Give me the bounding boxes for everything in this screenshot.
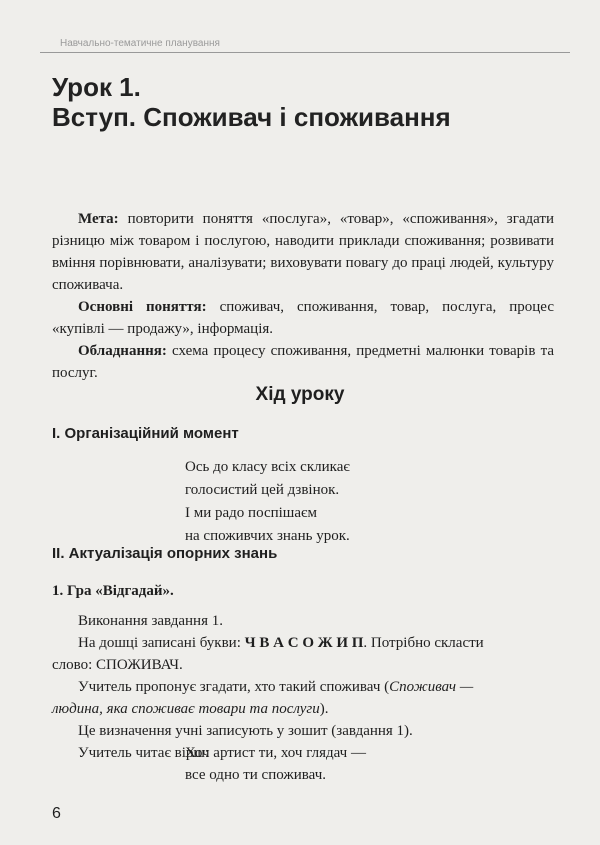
concepts-paragraph: [52, 296, 554, 340]
goal-paragraph: [52, 208, 554, 296]
goals-block: [52, 208, 554, 384]
equipment-label: Обладнання:: [78, 343, 167, 359]
poem-line: Хоч артист ти, хоч глядач —: [185, 745, 366, 761]
letters-pre: На дошці записані букви:: [78, 635, 245, 651]
equipment-paragraph: [52, 340, 554, 384]
letters-line: [52, 632, 554, 654]
letters-bold: Ч В А С О Ж И П: [244, 635, 364, 651]
game-item: 1. Гра «Відгадай».: [52, 583, 174, 599]
poem-line: Ось до класу всіх скликає: [185, 459, 350, 475]
concepts-label: Основні поняття:: [78, 299, 207, 315]
running-header: Навчально-тематичне планування: [60, 38, 220, 49]
definition-line: [52, 698, 554, 720]
poem-line: на споживчих знань урок.: [185, 528, 350, 544]
poem-line: все одно ти споживач.: [185, 767, 326, 783]
poem-line: голосистий цей дзвінок.: [185, 482, 340, 498]
teacher-text: Учитель пропонує згадати, хто такий споживач (: [78, 679, 390, 695]
closing-poem: [185, 742, 366, 786]
definition-start: Споживач —: [389, 679, 474, 695]
equipment-text: схема процесу споживання, предметні малюнки товарів та послуг.: [52, 343, 554, 381]
game-body: [52, 610, 554, 764]
course-heading: Хід уроку: [255, 384, 345, 405]
header-rule: [40, 52, 570, 53]
lesson-number: Урок 1.: [52, 72, 141, 102]
page-number: 6: [52, 805, 61, 822]
lesson-topic: Вступ. Споживач і споживання: [52, 102, 451, 132]
task-line: Виконання завдання 1.: [78, 613, 223, 629]
goal-label: Мета:: [78, 211, 119, 227]
goal-text: повторити поняття «послуга», «товар», «споживання», згадати різницю між товаром і послугою, наводити приклади споживання; розвивати вміння порівнювати, аналізувати; виховувати повагу до праці людей, культуру споживача.: [52, 211, 554, 293]
teacher-line: [52, 676, 554, 698]
word-line: слово: СПОЖИВАЧ.: [52, 657, 183, 673]
opening-poem: [185, 456, 350, 548]
definition-text: людина, яка споживає товари та послуги: [52, 701, 320, 717]
section-2-title: II. Актуалізація опорних знань: [52, 545, 278, 562]
letters-post: . Потрібно скласти: [363, 635, 484, 651]
definition-close: ).: [319, 701, 329, 717]
lesson-title: [52, 72, 451, 132]
section-1-title: I. Організаційний момент: [52, 425, 239, 442]
poem-line: І ми радо поспішаєм: [185, 505, 317, 521]
concepts-text: споживач, споживання, товар, послуга, процес «купівлі — продажу», інформація.: [52, 299, 554, 337]
record-line: Це визначення учні записують у зошит (завдання 1).: [78, 723, 413, 739]
reads-line: Учитель читає вірш:: [78, 745, 210, 761]
